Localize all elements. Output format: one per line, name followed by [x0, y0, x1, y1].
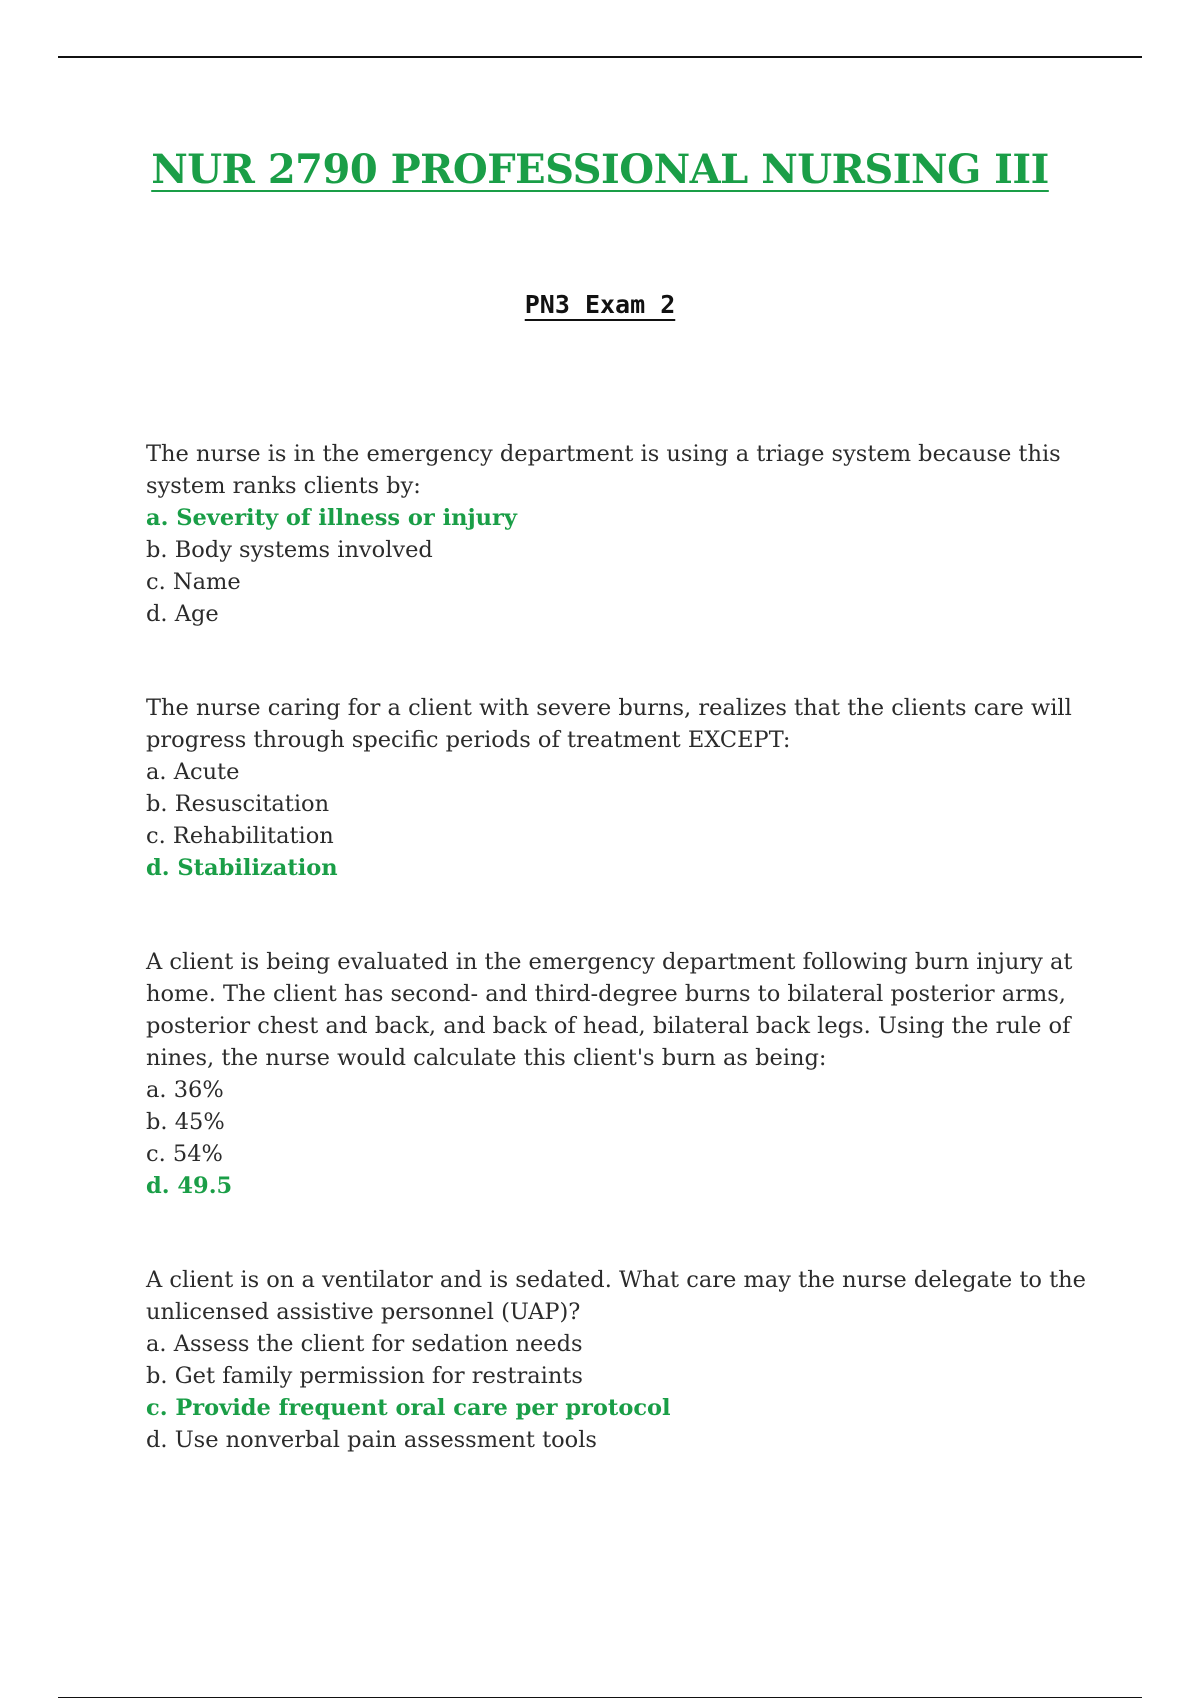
answer-option: c. Name — [146, 569, 241, 595]
answer-option: d. Stabilization — [146, 855, 338, 881]
answer-options — [146, 1328, 1086, 1456]
answer-option: c. Provide frequent oral care per protocol — [146, 1395, 671, 1421]
answer-option: c. 54% — [146, 1141, 223, 1167]
question-text: A client is being evaluated in the emergency department following burn injury at home. The client has second- and third-degree burns to bilateral posterior arms, posterior chest and back, and back of head, bilateral back legs. Using the rule of nines, the nurse would calculate this client's burn as being: — [146, 949, 1073, 1071]
top-rule — [58, 56, 1142, 58]
question-list — [146, 438, 1086, 1456]
answer-option: a. 36% — [146, 1077, 224, 1103]
answer-options — [146, 1074, 1086, 1202]
bottom-rule — [58, 1697, 1142, 1698]
answer-option: b. 45% — [146, 1109, 225, 1135]
answer-option: d. Use nonverbal pain assessment tools — [146, 1427, 597, 1453]
answer-option: b. Resuscitation — [146, 791, 330, 817]
answer-option: a. Acute — [146, 759, 240, 785]
answer-options — [146, 756, 1086, 884]
answer-option: a. Assess the client for sedation needs — [146, 1331, 583, 1357]
answer-option: a. Severity of illness or injury — [146, 505, 517, 531]
document-title-heading — [0, 146, 1200, 193]
question-1 — [146, 438, 1086, 630]
document-title: NUR 2790 PROFESSIONAL NURSING III — [151, 146, 1049, 193]
answer-option: b. Get family permission for restraints — [146, 1363, 583, 1389]
answer-options — [146, 502, 1086, 630]
question-text: A client is on a ventilator and is sedated. What care may the nurse delegate to the unlicensed assistive personnel (UAP)? — [146, 1267, 1086, 1325]
question-2 — [146, 692, 1086, 884]
answer-option: d. 49.5 — [146, 1173, 233, 1199]
question-4 — [146, 1264, 1086, 1456]
document-subtitle: PN3 Exam 2 — [524, 290, 676, 319]
answer-option: c. Rehabilitation — [146, 823, 334, 849]
answer-option: d. Age — [146, 601, 219, 627]
answer-option: b. Body systems involved — [146, 537, 433, 563]
question-text: The nurse is in the emergency department is using a triage system because this system ranks clients by: — [146, 441, 1061, 499]
question-text: The nurse caring for a client with severe burns, realizes that the clients care will progress through specific periods of treatment EXCEPT: — [146, 695, 1072, 753]
document-subtitle-heading — [0, 290, 1200, 319]
question-3 — [146, 946, 1086, 1202]
